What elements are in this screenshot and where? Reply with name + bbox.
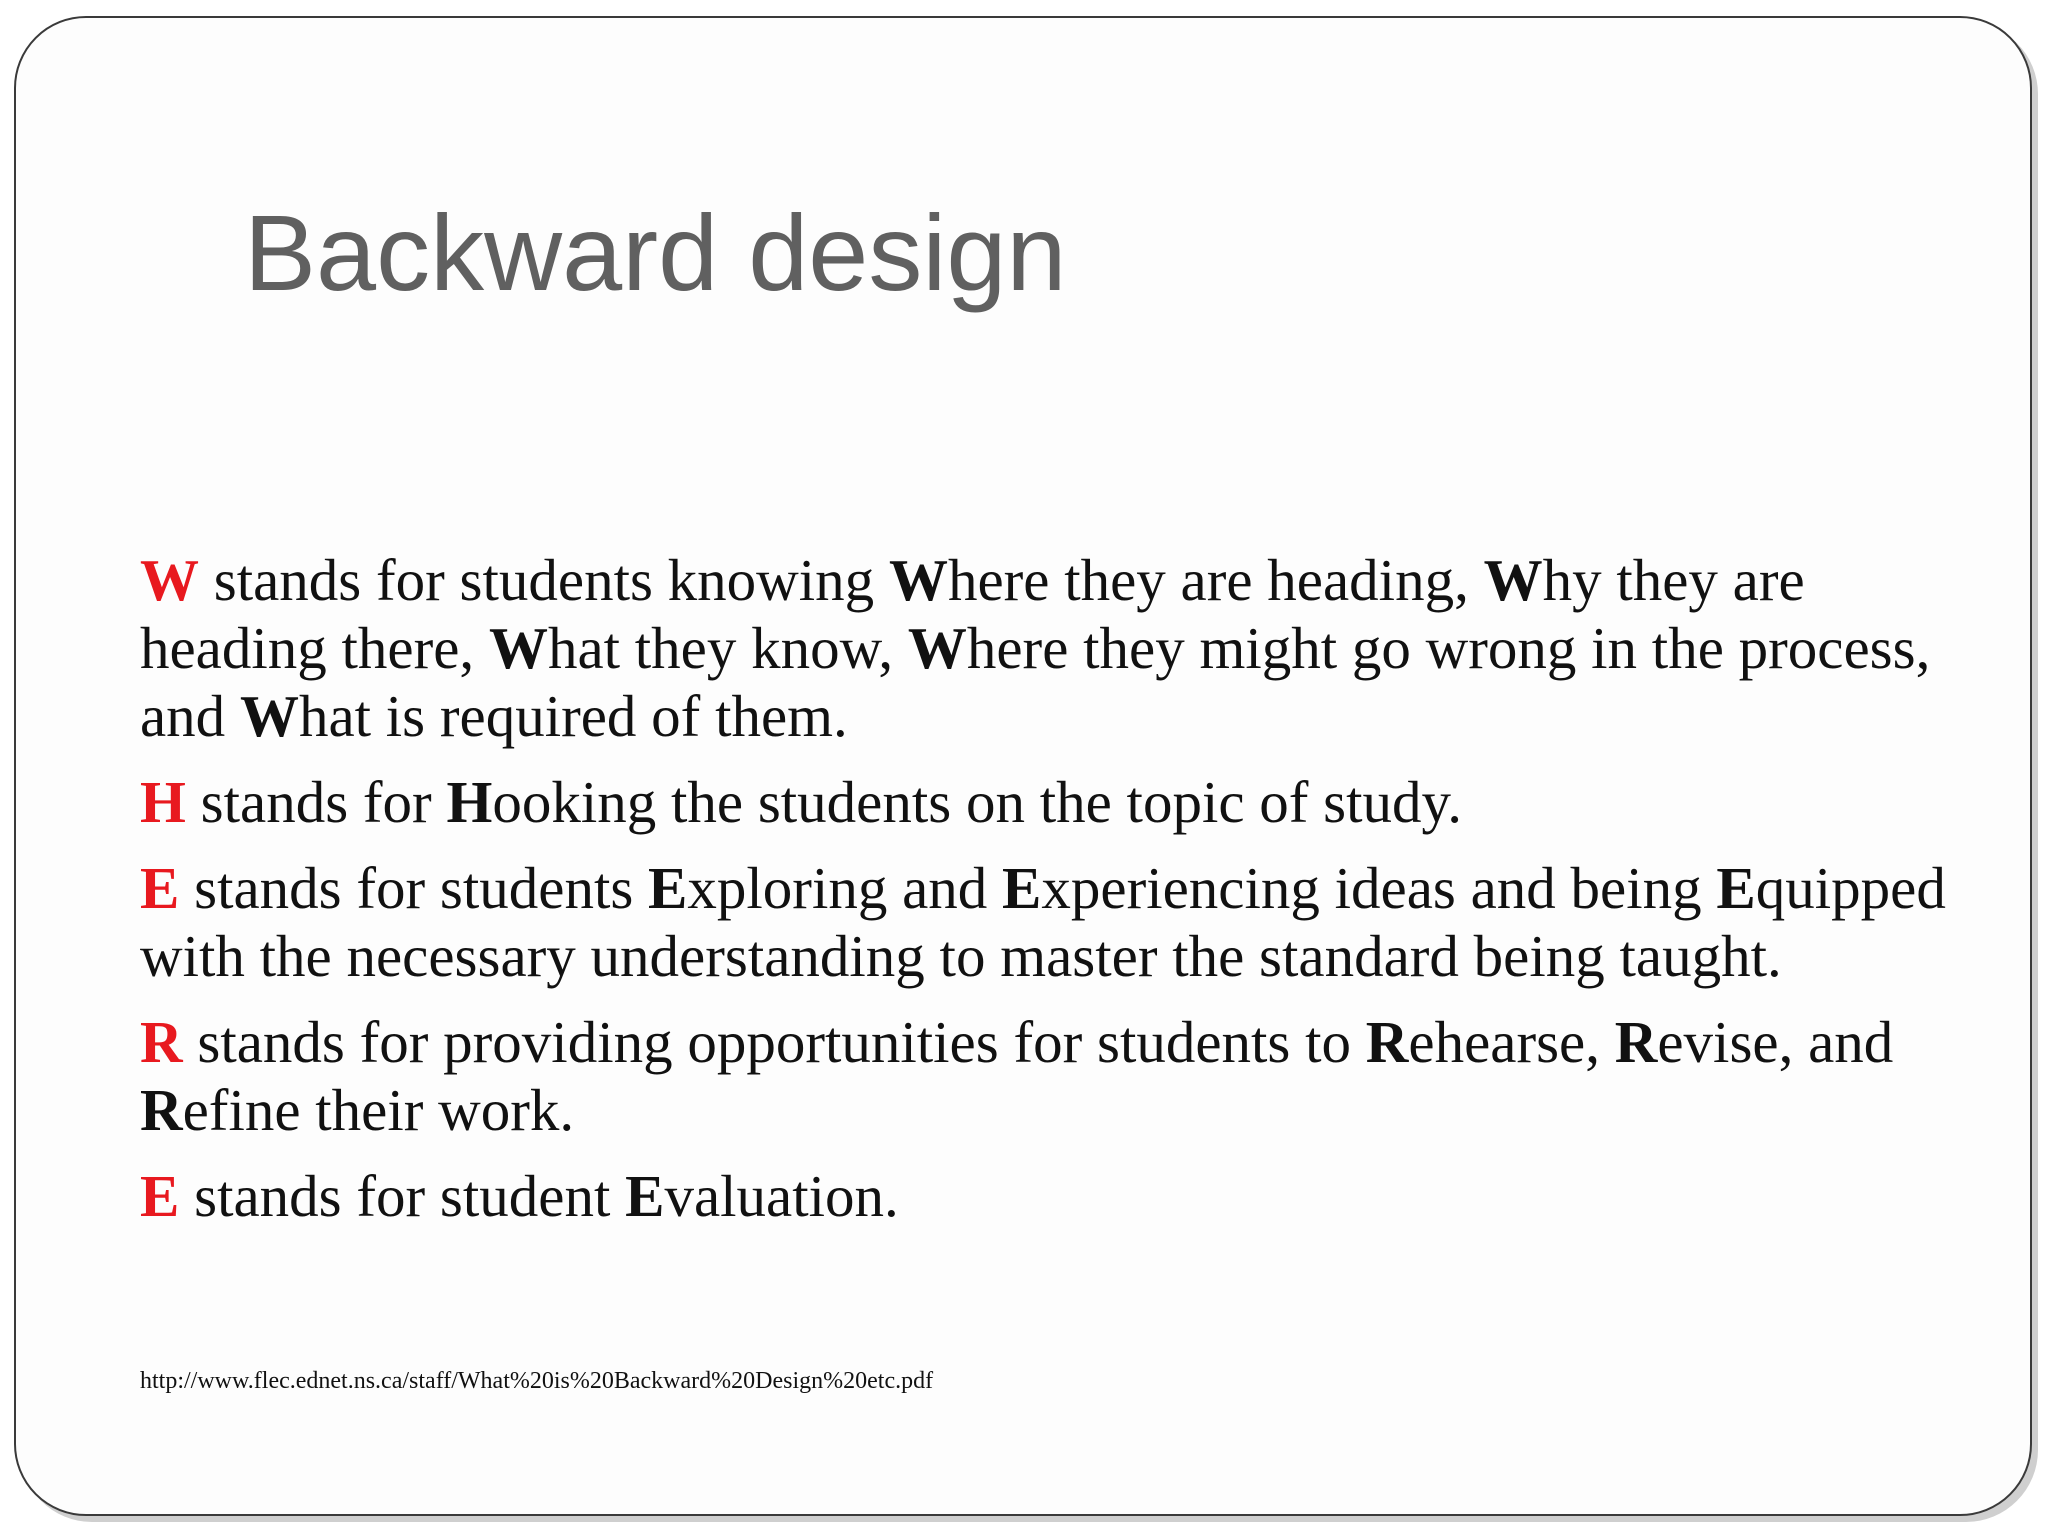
slide-body xyxy=(140,546,1970,1248)
keyword-initial: W xyxy=(907,615,967,681)
paragraph-text: stands for student xyxy=(179,1163,626,1229)
paragraph-text: ehearse, xyxy=(1408,1009,1615,1075)
body-paragraph xyxy=(140,546,1970,750)
paragraph-text: hat is required of them. xyxy=(298,683,848,749)
paragraph-text: stands for students xyxy=(179,855,649,921)
keyword-initial: E xyxy=(625,1163,665,1229)
body-paragraph xyxy=(140,1162,1970,1230)
keyword-initial: R xyxy=(1365,1009,1409,1075)
paragraph-text: valuation. xyxy=(664,1163,899,1229)
paragraph-text: stands for students knowing xyxy=(199,547,889,613)
paragraph-text: evise, and xyxy=(1657,1009,1894,1075)
keyword-initial: W xyxy=(488,615,548,681)
paragraph-text: xperiencing ideas and being xyxy=(1041,855,1717,921)
acronym-letter: E xyxy=(140,1163,180,1229)
acronym-letter: E xyxy=(140,855,180,921)
keyword-initial: R xyxy=(140,1077,183,1143)
paragraph-text: stands for providing opportunities for students to xyxy=(182,1009,1366,1075)
paragraph-text: efine their work. xyxy=(182,1077,575,1143)
keyword-initial: E xyxy=(648,855,688,921)
paragraph-text: stands for xyxy=(185,769,447,835)
slide-title: Backward design xyxy=(244,192,1067,313)
paragraph-text: ooking the students on the topic of study. xyxy=(492,769,1462,835)
body-paragraph xyxy=(140,1008,1970,1144)
keyword-initial: W xyxy=(1483,547,1543,613)
keyword-initial: E xyxy=(1716,855,1756,921)
slide xyxy=(14,16,2032,1516)
paragraph-text: here they might go wrong in the process, and xyxy=(140,615,1931,749)
keyword-initial: R xyxy=(1614,1009,1658,1075)
body-paragraph xyxy=(140,854,1970,990)
paragraph-text: xploring and xyxy=(687,855,1003,921)
paragraph-text: hat they know, xyxy=(547,615,908,681)
source-url: http://www.flec.ednet.ns.ca/staff/What%20is%20Backward%20Design%20etc.pdf xyxy=(140,1368,934,1394)
keyword-initial: W xyxy=(239,683,299,749)
paragraph-text: quipped with the necessary understanding to master the standard being taught. xyxy=(140,855,1946,989)
paragraph-text: hy they are heading there, xyxy=(140,547,1805,681)
body-paragraph xyxy=(140,768,1970,836)
paragraph-text: here they are heading, xyxy=(947,547,1484,613)
acronym-letter: H xyxy=(140,769,186,835)
acronym-letter: R xyxy=(140,1009,183,1075)
keyword-initial: W xyxy=(888,547,948,613)
keyword-initial: E xyxy=(1002,855,1042,921)
keyword-initial: H xyxy=(446,769,493,835)
acronym-letter: W xyxy=(140,547,199,613)
